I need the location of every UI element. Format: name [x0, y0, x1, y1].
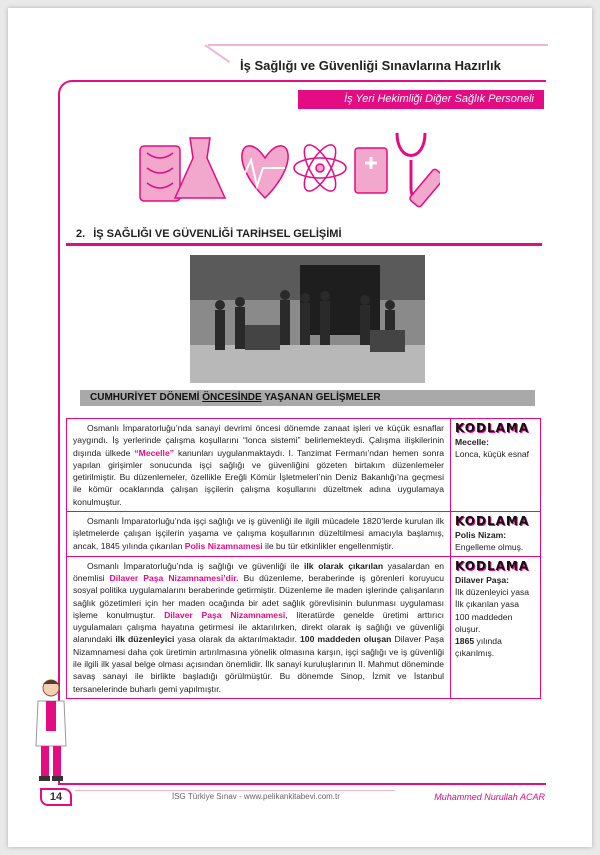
row-kodlama [451, 419, 541, 512]
footer-publisher: İSG Türkiye Sınav - www.pelikankitabevi.com.tr [172, 792, 340, 801]
subheader-pre: CUMHURİYET DÖNEMİ [90, 392, 203, 403]
doctor-illustration [28, 676, 74, 786]
table-row [67, 556, 541, 698]
syringe-icon [409, 168, 440, 208]
kodlama-line: İlk çıkarılan yasa [455, 599, 520, 610]
row-kodlama [451, 512, 541, 557]
flask-icon [175, 138, 225, 198]
kodlama-text: Lonca, küçük esnaf [455, 449, 530, 460]
subheader-post: YAŞANAN GELİŞMELER [261, 392, 381, 403]
medical-icons-banner [135, 118, 440, 213]
row-kodlama [451, 556, 541, 698]
highlight-polis-nizamnamesi: Polis Nizamnamesi [184, 540, 263, 551]
clipboard-icon [355, 148, 387, 193]
kodlama-label: KODLAMA [455, 421, 530, 435]
row-text: Osmanlı İmparatorluğu’nda işçi sağlığı ve iş güvenliği ile ilgili mücadele 1820’lerde kurulan ilk işletmelerde çalışan işçilerin yaşama ve çalışma koşullarının düzeltilmesi amacıyla başlamış, ancak, 1845 yılında çıkarılan Polis Nizamnamesi ile bu tür etkinlikler engellenmiştir. [67, 512, 451, 557]
kodlama-text: Engelleme olmuş. [455, 542, 524, 553]
kodlama-year-line: 1865 yılında çıkarılmış. [455, 636, 502, 659]
header-subtitle: İş Yeri Hekimliği Diğer Sağlık Personeli [298, 90, 544, 109]
kodlama-label: KODLAMA [455, 558, 530, 573]
page-number: 14 [40, 788, 72, 806]
kodlama-line: İlk düzenleyici yasa [455, 586, 530, 597]
kodlama-line: 100 maddeden oluşur. [455, 611, 513, 634]
historical-mine-photo [190, 255, 425, 383]
footer-author: Muhammed Nurullah ACAR [395, 790, 545, 806]
header-rule [208, 44, 548, 46]
kodlama-title: Mecelle: [455, 437, 489, 447]
subheader [80, 390, 535, 406]
row-text: Osmanlı İmparatorluğu’nda iş sağlığı ve güvenliği ile ilk olarak çıkarılan yasalardan en önemlisi Dilaver Paşa Nizamnamesi’dir. Bu düzenleme, beraberinde iş görenleri koruyucu sosyal politika uygulamalarını beraberinde getirmiştir. Düzenleme ile maden işlerinde çalışanların sağlık gözetimleri için her maden ocağında bir adet sağlık görevlisinin bulunması uygulaması işleme konulmuştur. Dilaver Paşa Nizamnamesi, literatürde genelde üretimi arttırıcı uygulamaları çalışma hayatına getirmesi ile aktarılırken, direkt olarak iş sağlığı ve güvenliği alanındaki ilk düzenleyici yasa olarak da aktarılmaktadır. 100 maddeden oluşan Dilaver Paşa Nizamnamesi daha çok üretimin artırılmasına yönelik olmasına karşın, işçi sağlığı ve iş güvenliği ile ilgili ilk yasal belge olması açısından önemlidir. İlk sanayi kuruluşlarının II. Mahmut döneminde savaş sanayi ile birlikte başladığı görülmüştür. Bu dönemde Sinop, İzmit ve İstanbul tersanelerinde buharlı gemi yapılmıştır. [67, 556, 451, 698]
section-title [66, 228, 542, 246]
kodlama-title: Polis Nizam: [455, 530, 507, 541]
section-title-text: İŞ SAĞLIĞI VE GÜVENLİĞİ TARİHSEL GELİŞİMİ [93, 228, 342, 240]
highlight-mecelle: “Mecelle” [134, 447, 175, 458]
subheader-underlined: ÖNCESİNDE [202, 392, 262, 403]
table-row [67, 512, 541, 557]
highlight-dilaver-pasa: Dilaver Paşa Nizamnamesi’dir. [109, 572, 239, 583]
row-text: Osmanlı İmparatorluğu’nda sanayi devrimi öncesi dönemde zanaat işleri ve küçük esnaflar yaygındı. İş yerlerinde çalışma koşullarını “lonca sistemi” belirlemekteydi. Çalışma ilişkilerinin dışında ülkede “Mecelle” kanunları uygulanmaktaydı. I. Tanzimat Fermanı’ndan hemen sonra yapılan girişimler sonucunda işçi sağlığı ve güvenliğini gözeten birtakım düzenlemeler getirilmiştir. Bu düzenlemeler, özellikle Ereğli Kömür İşletmeleri’nin Deniz Bakanlığı’na geçmesi ile kömür ocaklarında çalışan işçilerin çalışma koşullarını düzeltmek adına uygulamaya konulmuştur. [67, 419, 451, 512]
table-row [67, 419, 541, 512]
kodlama-label: KODLAMA [455, 514, 530, 529]
content-table [66, 418, 541, 699]
section-number: 2. [76, 228, 86, 240]
kodlama-title: Dilaver Paşa: [455, 574, 509, 585]
header-title: İş Sağlığı ve Güvenliği Sınavlarına Hazırlık [240, 58, 501, 73]
heart-icon [242, 146, 288, 198]
